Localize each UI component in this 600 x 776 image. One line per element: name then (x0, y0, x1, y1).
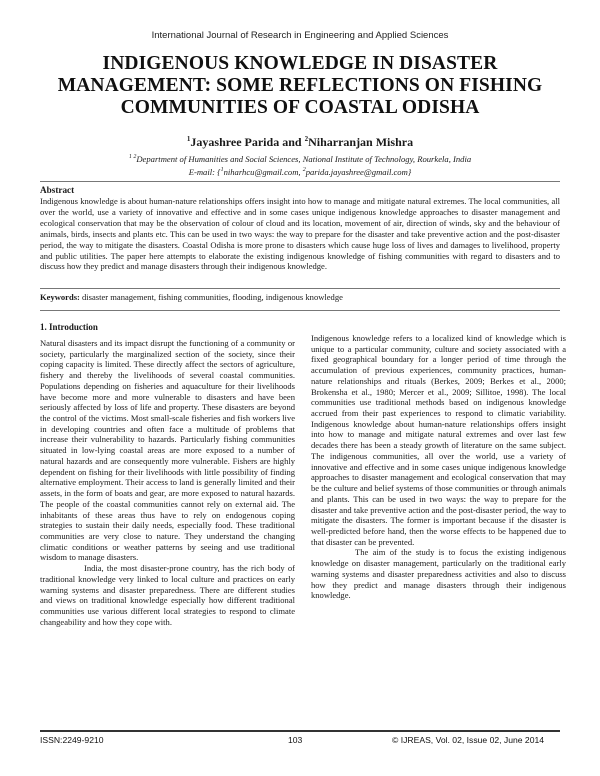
keywords-text: disaster management, fishing communities, flooding, indigenous knowledge (79, 292, 343, 302)
column-right (311, 333, 566, 601)
paragraph: Indigenous knowledge refers to a localized kind of knowledge which is unique to a particular community, culture and society associated with a fixed geographical boundary for a longer period of time through the accumulation of previous experiences, community practices, human-nature relationships and rituals (Berkes, 2009; Berkes et al., 2000; Brokensha et al., 1980; Mercer et al., 2009; Sillitoe, 1998). The local communities use traditional methods based on indigenous knowledge accrued from their past experiences to respond to climatic variability. Indigenous knowledge about human-nature relationships offers insight into how to manage and mitigate natural extremes and over last few decades there has been a steady growth of literature on the same subject. The indigenous communities, all over the world, use a variety of innovative and effective and in some cases unique indigenous knowledge approaches to disaster management and ecological conservation that may be the culture and belief systems of those communities or through animals and plants. This can be used in two ways: the way to prepare for the disaster and take preventive action and the post-disaster period, the way to mitigate the disasters. The former is important because if the disaster is well-predicted before hand, then the worse effects to be happened due to that disaster can be prevented. (311, 333, 566, 547)
footer-page-number: 103 (288, 735, 303, 745)
rule-top-abstract (40, 181, 560, 182)
author2-sup: 2 (304, 135, 309, 143)
email2-sup: 2 (302, 166, 306, 173)
department: Department of Humanities and Social Sciences, National Institute of Technology, Rourkela, India (136, 153, 472, 164)
abstract-heading: Abstract (40, 185, 75, 195)
email-line (0, 165, 600, 178)
affiliation (0, 152, 600, 178)
email2: parida.jayashree@gmail.com} (305, 166, 412, 177)
rule-before-keywords (40, 288, 560, 289)
column-left (40, 338, 295, 627)
footer-rule (40, 730, 560, 732)
keywords-label: Keywords: (40, 292, 80, 302)
author2: Niharranjan Mishra (308, 135, 414, 149)
footer-issn: ISSN:2249-9210 (40, 735, 104, 745)
author1-sup: 1 (186, 135, 191, 143)
email1-sup: 1 (220, 166, 224, 173)
keywords (40, 292, 560, 303)
department-sup: 1 2 (128, 154, 137, 160)
author1: Jayashree Parida (190, 135, 280, 149)
paragraph: The aim of the study is to focus the existing indigenous knowledge on disaster management, particularly on the traditional early warning systems and disaster preparedness activities and also to discuss how they predict and manage disasters through their indigenous knowledge. (311, 547, 566, 601)
paper-title: INDIGENOUS KNOWLEDGE IN DISASTER MANAGEMENT: SOME REFLECTIONS ON FISHING COMMUNITIES OF COASTAL ODISHA (57, 53, 543, 118)
authors (0, 135, 600, 150)
rule-after-keywords (40, 310, 560, 311)
footer-citation: © IJREAS, Vol. 02, Issue 02, June 2014 (392, 735, 545, 745)
email-prefix: E-mail: { (188, 166, 221, 177)
abstract-body: Indigenous knowledge is about human-nature relationships offers insight into how to manage and mitigate natural extremes. The local communities, all over the world, use a variety of innovative and effective and in some cases unique indigenous knowledge approaches to disaster management and ecological conservation that may be the observation of colour of cloud and its location, movement of air, direction of winds, sky and the behaviour of animals, birds, insects and plants etc. This can be used in two ways: the way to prepare for the disaster and take preventive action and the post-disaster period, the way to mitigate the disasters. Coastal Odisha is more prone to disasters which cause huge loss of lives and damages to livelihood, property and public utilities. The paper here attempts to elaborate the existing indigenous knowledge of fishing communities with regard to disasters and to discuss how they predict and manage disasters through their indigenous knowledge. (40, 196, 560, 272)
journal-header: International Journal of Research in Engineering and Applied Sciences (151, 30, 449, 41)
paragraph: India, the most disaster-prone country, has the rich body of traditional knowledge very linked to local culture and practices on early warning systems and disaster preparedness. There are different studies and views on traditional knowledge especially how different traditional communities use various different local strategies to respond to climate changeability and how they cope with. (40, 563, 295, 627)
paragraph: Natural disasters and its impact disrupt the functioning of a community or society, particularly the marginalized section of the society, since their coping capacity is limited. These directly affect the sectors of agriculture, fishery and thereby the livelihoods of several coastal communities. Populations depending on fisheries and aquaculture for their livelihoods have become more and more vulnerable to disasters and have been seriously affected by loss of life and property. These disasters are beyond the control of the victims. Most small-scale fisheries and fish workers live in developing countries and often face a multitude of problems that increase their vulnerability to hazards. Particularly fishing communities situated in low-lying coastal areas are more exposed to a number of natural hazards and are consequently more vulnerable. Fishers are highly dependent on fishing for their livelihoods with little possibility of finding alternative employment. Their access to land is generally limited and their assets, in the form of boats and gear, are more exposed to natural hazards. The people of the coastal communities cannot rely on external aid. The inhabitants of these areas thus have to rely on endogenous coping strategies to sustain their daily needs, especially food. These traditional communities are very close to nature. They understand the changing climatic conditions or weather patterns by seeing and use traditional wisdom to manage disasters. (40, 338, 295, 563)
section-heading-introduction: 1. Introduction (40, 322, 98, 332)
email1: niharhcu@gmail.com, (223, 166, 303, 177)
department-line (0, 152, 600, 165)
author-and: and (279, 135, 305, 149)
